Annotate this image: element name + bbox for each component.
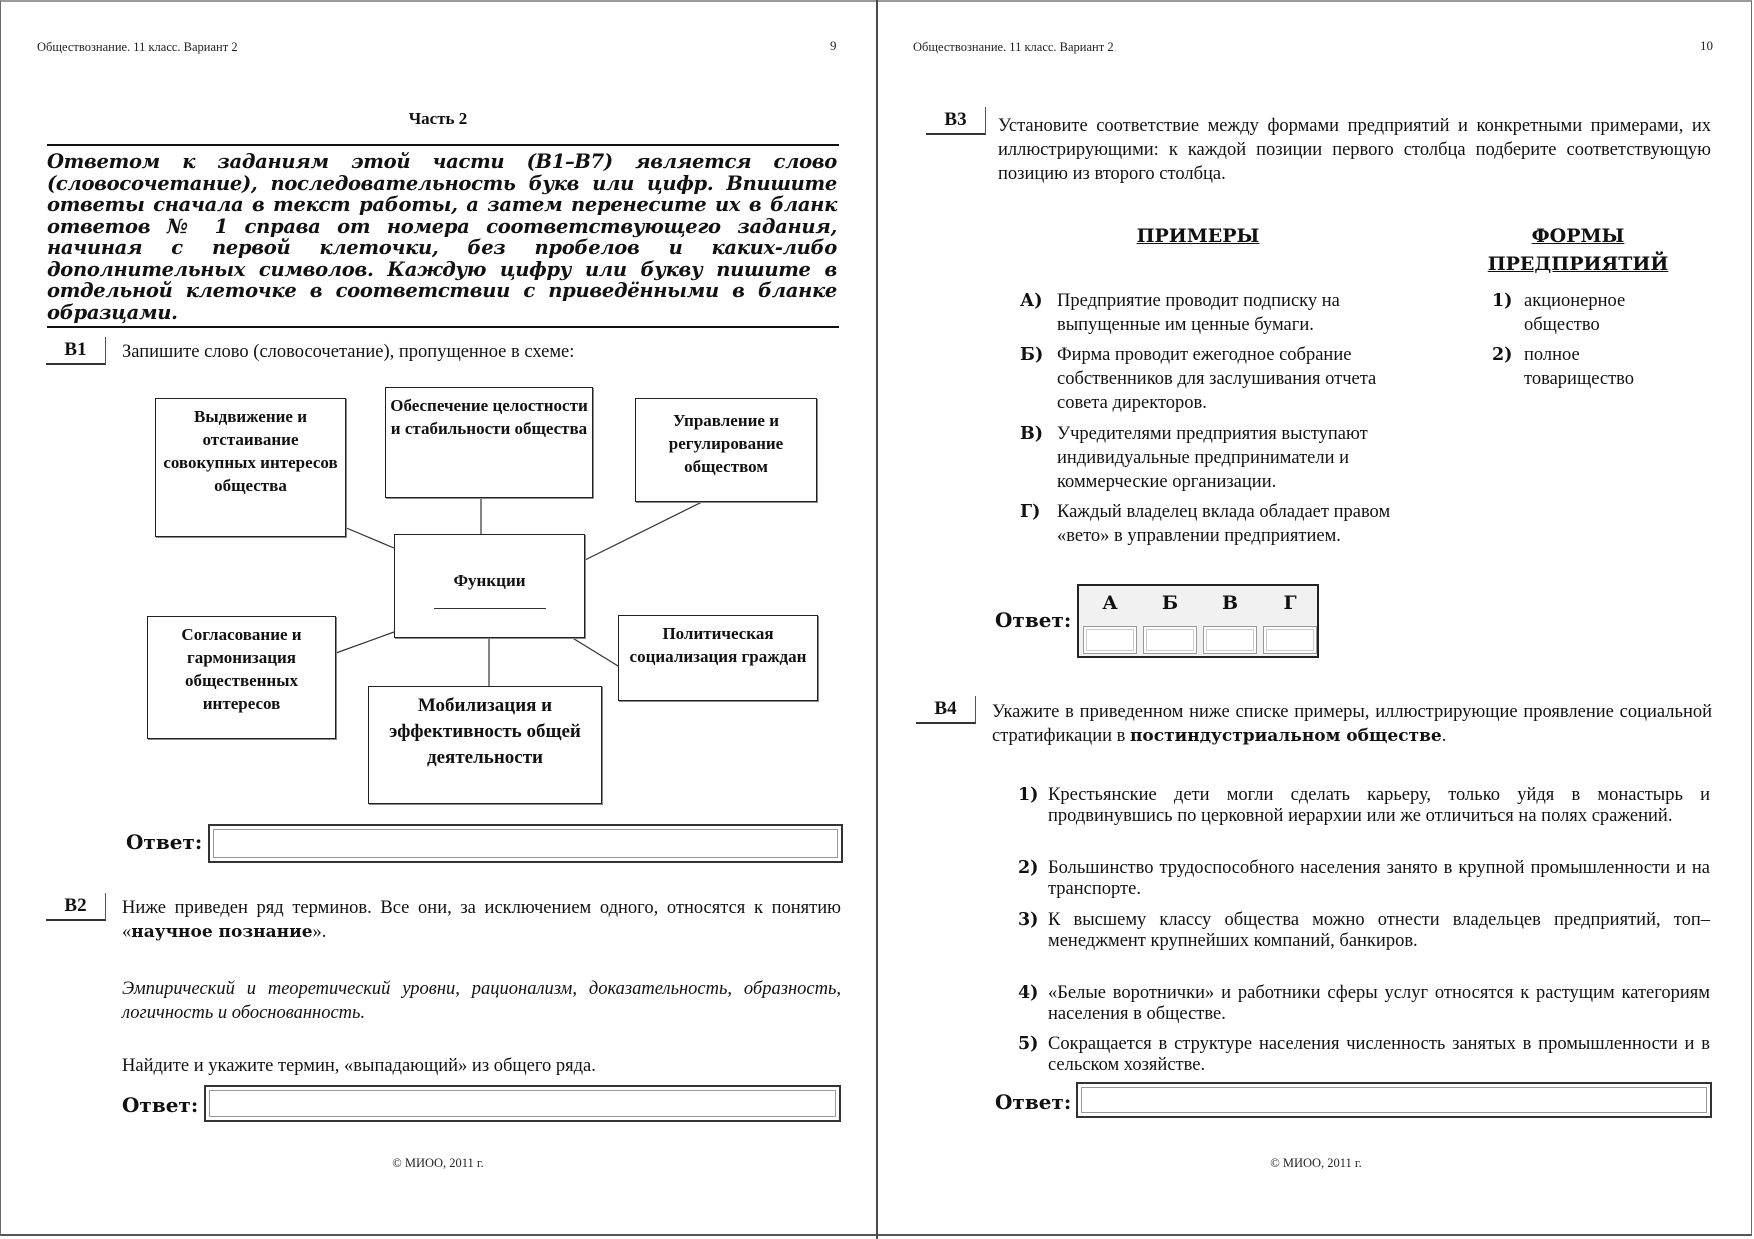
list-item-4 <box>1018 983 1710 1025</box>
answer-field-b1[interactable] <box>208 824 843 863</box>
answer-cell-v[interactable] <box>1203 626 1257 654</box>
answer-grid-b3 <box>1077 584 1319 658</box>
page-number: 10 <box>1700 38 1713 53</box>
answer-label-b1: Ответ: <box>126 830 203 854</box>
prompt-text: Ниже приведен ряд терминов. Все они, за исключением одного, относятся к понятию « <box>122 898 841 942</box>
page-number: 9 <box>830 38 837 53</box>
diagram-center-title: Функции <box>453 571 526 590</box>
prompt-text: Укажите в приведенном ниже списке примеры, иллюстрирующие проявление социальной стратификации в <box>992 702 1712 746</box>
prompt-text-end: ». <box>312 922 327 942</box>
answer-cell-b[interactable] <box>1143 626 1197 654</box>
example-text: Каждый владелец вклада обладает правом «вето» в управлении предприятием. <box>1057 502 1391 546</box>
item-text: Сокращается в структуре населения численность занятых в промышленности и в сельском хозяйстве. <box>1048 1034 1710 1075</box>
example-v <box>1020 422 1440 494</box>
example-key: Г) <box>1020 502 1041 522</box>
answer-field-b2[interactable] <box>204 1085 841 1122</box>
instructions: Ответом к заданиям этой части (В1–В7) является слово (словосочетание), последовательность букв или цифр. Впишите ответы сначала в текст работы, а затем перенесите их в бланк ответов № 1 справа от номера соответствующего задания, начиная с первой клеточки, без пробелов и каких-либо дополнительных символов. Каждую цифру или букву пишите в отдельной клеточке в соответствии с приведёнными в бланке образцами. <box>47 150 837 324</box>
answer-label-b4: Ответ: <box>995 1090 1072 1114</box>
page-10 <box>878 0 1754 1239</box>
item-key: 4) <box>1018 983 1039 1003</box>
grid-header-b: Б <box>1161 592 1179 614</box>
grid-header-v: В <box>1221 592 1239 614</box>
example-a <box>1020 289 1430 337</box>
task-text-b2: Найдите и укажите термин, «выпадающий» из общего ряда. <box>122 1056 596 1076</box>
question-label-b4: В4 <box>916 696 976 724</box>
diagram-box-interests: Выдвижение и отстаивание совокупных интересов общества <box>155 398 346 537</box>
list-item-3 <box>1018 910 1710 952</box>
prompt-emphasis: постиндустриальном обществе <box>1129 726 1442 746</box>
example-g <box>1020 500 1430 548</box>
example-text: Фирма проводит ежегодное собрание собственников для заслушивания отчета совета директоров. <box>1057 345 1377 413</box>
example-text: Предприятие проводит подписку на выпущенные им ценные бумаги. <box>1057 291 1340 335</box>
grid-header-a: А <box>1102 592 1118 614</box>
part-title: Часть 2 <box>408 109 468 128</box>
answer-field-b4[interactable] <box>1076 1082 1712 1118</box>
list-item-2 <box>1018 858 1710 900</box>
question-prompt-b1: Запишите слово (словосочетание), пропущенное в схеме: <box>122 342 575 362</box>
item-key: 3) <box>1018 910 1039 930</box>
answer-cell-a[interactable] <box>1083 626 1137 654</box>
form-key: 2) <box>1492 345 1513 365</box>
prompt-emphasis: научное познание <box>131 922 313 942</box>
page-9 <box>0 0 876 1239</box>
diagram-box-integrity: Обеспечение целостности и стабильности общества <box>385 387 593 498</box>
question-label-b2: В2 <box>46 893 106 921</box>
item-text: Большинство трудоспособного населения занято в крупной промышленности и на транспорте. <box>1048 858 1710 899</box>
form-text: акционерное общество <box>1524 291 1626 335</box>
form-text: полное товарищество <box>1524 345 1635 389</box>
page-footer: © МИОО, 2011 г. <box>392 1156 484 1170</box>
example-b <box>1020 343 1430 415</box>
page-header: Обществознание. 11 класс. Вариант 2 <box>37 40 238 54</box>
column-header-forms-line2: ПРЕДПРИЯТИЙ <box>1487 253 1669 275</box>
item-text: К высшему классу общества можно отнести владельцев предприятий, топ–менеджмент крупнейших компаний, банкиров. <box>1048 910 1710 951</box>
column-header-forms-line1: ФОРМЫ <box>1531 225 1625 247</box>
diagram-box-management: Управление и регулирование обществом <box>635 398 817 502</box>
form-1 <box>1492 289 1672 337</box>
item-text: «Белые воротнички» и работники сферы услуг относятся к растущим категориям населения в обществе. <box>1048 983 1710 1024</box>
question-prompt-b4 <box>992 700 1712 748</box>
answer-label-b3: Ответ: <box>995 608 1072 632</box>
example-key: А) <box>1020 291 1043 311</box>
terms-list: Эмпирический и теоретический уровни, рационализм, доказательность, образность, логичность и обоснованность. <box>122 979 841 1023</box>
item-key: 1) <box>1018 785 1039 805</box>
diagram-center-box <box>394 534 585 638</box>
list-item-5 <box>1018 1034 1710 1076</box>
diagram-box-socialization: Политическая социализация граждан <box>618 615 818 701</box>
diagram-missing-blank <box>434 607 546 609</box>
prompt-text-end: . <box>1441 726 1447 746</box>
answer-label-b2: Ответ: <box>122 1093 199 1117</box>
diagram-box-harmonization: Согласование и гармонизация общественных интересов <box>147 616 336 739</box>
example-key: Б) <box>1020 345 1044 365</box>
form-key: 1) <box>1492 291 1513 311</box>
question-prompt-b3: Установите соответствие между формами предприятий и конкретными примерами, их иллюстрирующими: к каждой позиции первого столбца подберите соответствующую позицию из второго столбца. <box>998 116 1711 184</box>
column-header-forms <box>1478 222 1678 278</box>
page-footer: © МИОО, 2011 г. <box>1270 1156 1362 1170</box>
grid-header-g: Г <box>1283 592 1297 614</box>
column-header-examples: ПРИМЕРЫ <box>1136 225 1260 247</box>
question-label-b3: В3 <box>926 107 986 135</box>
form-2 <box>1492 343 1672 391</box>
item-key: 2) <box>1018 858 1039 878</box>
example-key: В) <box>1020 424 1044 444</box>
item-key: 5) <box>1018 1034 1039 1054</box>
answer-cell-g[interactable] <box>1263 626 1317 654</box>
item-text: Крестьянские дети могли сделать карьеру, только уйдя в монастырь и продвинувшись по церковной иерархии или же отличиться на полях сражений. <box>1048 785 1710 826</box>
diagram-box-mobilization: Мобилизация и эффективность общей деятельности <box>368 686 602 804</box>
question-prompt-b2 <box>122 896 841 944</box>
question-label-b1: В1 <box>46 337 106 365</box>
list-item-1 <box>1018 785 1710 827</box>
example-text: Учредителями предприятия выступают индивидуальные предприниматели и коммерческие организации. <box>1057 424 1368 492</box>
page-header: Обществознание. 11 класс. Вариант 2 <box>913 40 1114 54</box>
